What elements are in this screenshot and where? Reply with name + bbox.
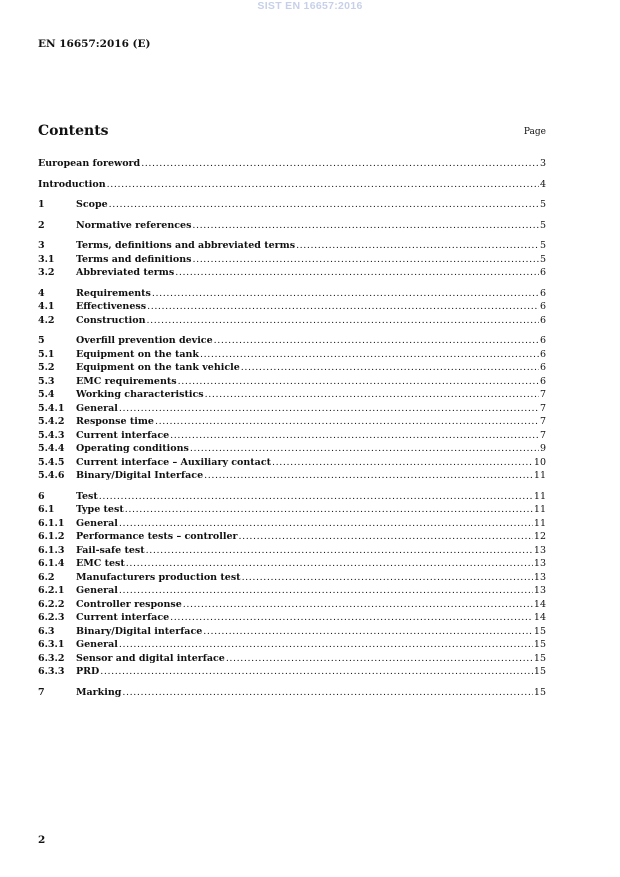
toc-entry-number: 5.4.6 [38,470,65,481]
toc-entry-title: Operating conditions [76,443,189,454]
table-of-contents [38,157,546,699]
toc-entry-number: 4.1 [38,301,55,312]
toc-entry-number: 6.3.1 [38,639,65,650]
toc-dot-leader [155,415,539,429]
toc-dot-leader [119,638,533,652]
toc-entry-title: Equipment on the tank vehicle [76,362,240,373]
toc-entry-number: 5.4.4 [38,443,65,454]
toc-entry[interactable] [38,219,546,233]
toc-entry-title: EMC test [76,558,125,569]
toc-entry-number: 6.3.2 [38,652,65,664]
toc-entry[interactable] [38,517,546,531]
toc-dot-leader [192,253,539,267]
toc-entry[interactable] [38,239,546,253]
toc-entry[interactable] [38,557,546,571]
toc-entry-page: 13 [533,544,546,556]
toc-dot-leader [119,517,533,531]
toc-entry-page: 6 [539,267,546,278]
toc-entry-page: 3 [539,158,546,169]
toc-entry-number: 5.4 [38,389,55,400]
toc-entry-title: Overfill prevention device [76,335,213,346]
document-id: EN 16657:2016 (E) [38,38,151,50]
toc-entry-title: Controller response [76,598,182,610]
toc-dot-leader [119,402,539,416]
toc-entry[interactable] [38,530,546,544]
toc-dot-leader [200,348,539,362]
toc-dot-leader [175,266,539,280]
toc-dot-leader [147,300,539,314]
toc-dot-leader [226,652,533,666]
toc-dot-leader [183,598,533,612]
toc-entry-page: 14 [533,612,546,623]
toc-entry-title: Construction [76,314,146,326]
toc-dot-leader [122,686,532,700]
toc-entry-number: 6.1.2 [38,531,65,542]
toc-entry-number: 5.1 [38,348,55,360]
toc-entry-page: 10 [533,456,546,468]
toc-entry-page: 7 [539,389,546,400]
toc-dot-leader [126,557,533,571]
toc-dot-leader [214,334,539,348]
toc-dot-leader [125,503,533,517]
toc-entry-number: 4.2 [38,314,55,326]
toc-entry-title: EMC requirements [76,375,177,387]
toc-entry-page: 15 [533,686,546,698]
toc-entry[interactable] [38,490,546,504]
toc-entry-title: Equipment on the tank [76,348,199,360]
toc-entry[interactable] [38,584,546,598]
toc-entry-number: 6.1.1 [38,517,65,529]
toc-entry-title: Introduction [38,178,106,190]
toc-entry-number: 7 [38,686,45,698]
toc-entry[interactable] [38,544,546,558]
toc-entry-title: Response time [76,416,154,427]
toc-entry-number: 5 [38,335,45,346]
toc-entry-page: 11 [533,470,546,481]
toc-entry[interactable] [38,253,546,267]
toc-entry[interactable] [38,652,546,666]
toc-entry-page: 13 [533,571,546,583]
toc-entry-page: 13 [533,585,546,596]
toc-entry-title: Marking [76,686,122,698]
toc-dot-leader [296,239,539,253]
page-number: 2 [38,834,46,846]
toc-entry-page: 7 [539,429,546,441]
toc-entry[interactable] [38,598,546,612]
toc-entry-title: General [76,639,118,650]
toc-entry-number: 6.2.1 [38,585,65,596]
toc-entry-title: Terms, definitions and abbreviated terms [76,240,296,251]
toc-dot-leader [99,490,533,504]
toc-entry-page: 5 [539,253,546,265]
toc-entry-number: 1 [38,199,45,210]
toc-entry[interactable] [38,348,546,362]
page-column-label: Page [523,127,546,137]
toc-entry-title: European foreword [38,158,141,169]
toc-entry-title: Working characteristics [76,389,204,400]
toc-dot-leader [190,442,539,456]
toc-entry-title: Current interface [76,612,170,623]
toc-dot-leader [239,530,533,544]
toc-entry-page: 5 [539,219,546,231]
toc-entry-title: Fail-safe test [76,544,145,556]
toc-entry-page: 11 [533,504,546,515]
toc-dot-leader [146,544,533,558]
toc-entry-page: 6 [539,314,546,326]
toc-entry-page: 15 [533,639,546,650]
toc-entry-number: 6.1.4 [38,558,65,569]
toc-entry-page: 6 [539,287,546,299]
toc-entry-number: 3.1 [38,253,55,265]
toc-entry-number: 3.2 [38,267,55,278]
toc-entry-page: 6 [539,301,546,312]
toc-entry-title: General [76,585,118,596]
contents-title: Contents [38,123,109,139]
toc-entry-page: 6 [539,335,546,346]
toc-entry-title: Abbreviated terms [76,267,175,278]
toc-entry[interactable] [38,442,546,456]
toc-entry-number: 5.4.1 [38,402,65,414]
toc-entry-page: 11 [533,490,546,502]
toc-entry-number: 3 [38,240,45,251]
toc-dot-leader [152,287,539,301]
toc-entry-title: Effectiveness [76,301,147,312]
toc-entry-page: 15 [533,625,546,637]
toc-entry[interactable] [38,375,546,389]
toc-entry-number: 6.3 [38,625,55,637]
toc-entry-number: 6.2.2 [38,598,65,610]
toc-entry[interactable] [38,611,546,625]
toc-dot-leader [109,198,539,212]
toc-dot-leader [170,429,539,443]
toc-entry-title: Requirements [76,287,151,299]
toc-entry[interactable] [38,402,546,416]
toc-dot-leader [241,361,539,375]
toc-entry-number: 6.1.3 [38,544,65,556]
toc-entry-page: 9 [539,443,546,454]
toc-entry-number: 6.1 [38,504,55,515]
toc-entry-number: 5.2 [38,362,55,373]
toc-entry-number: 6.2 [38,571,55,583]
toc-dot-leader [178,375,539,389]
toc-entry-number: 4 [38,287,45,299]
toc-entry-page: 6 [539,348,546,360]
toc-entry-number: 5.4.5 [38,456,65,468]
toc-entry-page: 12 [533,531,546,542]
toc-entry[interactable] [38,287,546,301]
toc-entry-title: Current interface [76,429,170,441]
toc-entry[interactable] [38,686,546,700]
toc-entry[interactable] [38,314,546,328]
toc-entry[interactable] [38,266,546,280]
toc-entry-number: 5.3 [38,375,55,387]
toc-entry-title: PRD [76,666,100,677]
toc-entry-title: Current interface – Auxiliary contact [76,456,272,468]
toc-dot-leader [107,178,539,192]
toc-entry-title: Normative references [76,219,192,231]
toc-entry[interactable] [38,415,546,429]
toc-entry-title: Terms and definitions [76,253,192,265]
toc-dot-leader [119,584,533,598]
toc-entry-number: 6 [38,490,45,502]
toc-entry-title: Performance tests – controller [76,531,238,542]
toc-dot-leader [170,611,533,625]
toc-dot-leader [192,219,539,233]
toc-entry-number: 6.2.3 [38,612,65,623]
toc-dot-leader [146,314,538,328]
toc-entry-page: 13 [533,558,546,569]
toc-entry-page: 15 [533,652,546,664]
toc-entry-page: 5 [539,240,546,251]
toc-dot-leader [141,157,539,171]
toc-entry-number: 6.3.3 [38,666,65,677]
toc-dot-leader [204,469,533,483]
toc-entry-page: 5 [539,199,546,210]
toc-dot-leader [203,625,533,639]
toc-entry-title: Scope [76,199,108,210]
toc-entry-number: 5.4.3 [38,429,65,441]
toc-entry-number: 5.4.2 [38,416,65,427]
toc-entry[interactable] [38,300,546,314]
toc-entry-page: 6 [539,375,546,387]
toc-entry-title: Binary/Digital interface [76,625,203,637]
toc-dot-leader [100,665,533,679]
toc-entry[interactable] [38,469,546,483]
toc-entry-page: 11 [533,517,546,529]
toc-entry[interactable] [38,456,546,470]
toc-entry-page: 6 [539,362,546,373]
toc-dot-leader [272,456,533,470]
toc-entry[interactable] [38,638,546,652]
toc-dot-leader [205,388,539,402]
toc-entry-title: General [76,402,118,414]
toc-dot-leader [242,571,533,585]
toc-entry-page: 7 [539,416,546,427]
watermark: SIST EN 16657:2016 [257,0,363,12]
toc-entry[interactable] [38,625,546,639]
toc-entry-page: 7 [539,402,546,414]
toc-entry-page: 4 [539,178,546,190]
toc-entry[interactable] [38,571,546,585]
toc-entry-title: General [76,517,118,529]
toc-entry[interactable] [38,198,546,212]
toc-entry[interactable] [38,178,546,192]
toc-entry[interactable] [38,429,546,443]
toc-entry[interactable] [38,503,546,517]
toc-entry[interactable] [38,334,546,348]
toc-entry[interactable] [38,388,546,402]
toc-entry-title: Sensor and digital interface [76,652,225,664]
toc-entry-number: 2 [38,219,45,231]
toc-entry-title: Type test [76,504,124,515]
toc-entry[interactable] [38,157,546,171]
toc-entry-page: 14 [533,598,546,610]
toc-entry[interactable] [38,665,546,679]
toc-entry-title: Manufacturers production test [76,571,241,583]
toc-entry-page: 15 [533,666,546,677]
toc-entry-title: Binary/Digital Interface [76,470,204,481]
toc-entry-title: Test [76,490,98,502]
toc-entry[interactable] [38,361,546,375]
